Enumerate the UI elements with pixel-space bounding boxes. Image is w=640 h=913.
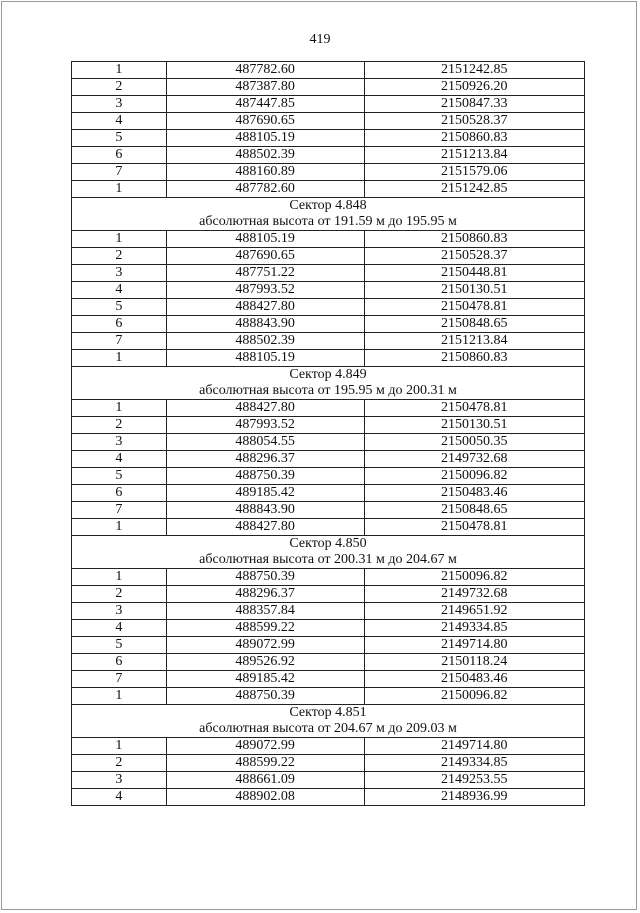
y-coordinate-cell: 2150847.33 [364,96,584,113]
y-coordinate-cell: 2149253.55 [364,772,584,789]
x-coordinate-cell: 487690.65 [166,248,364,265]
point-number-cell: 5 [72,637,167,654]
x-coordinate-cell: 487447.85 [166,96,364,113]
table-row [72,755,585,772]
sector-title-row [72,367,585,384]
x-coordinate-cell: 488599.22 [166,755,364,772]
y-coordinate-cell: 2149732.68 [364,451,584,468]
y-coordinate-cell: 2150478.81 [364,299,584,316]
coordinates-table [71,61,585,806]
y-coordinate-cell: 2150096.82 [364,468,584,485]
table-row [72,113,585,130]
point-number-cell: 6 [72,147,167,164]
table-row [72,164,585,181]
x-coordinate-cell: 489072.99 [166,637,364,654]
x-coordinate-cell: 488160.89 [166,164,364,181]
x-coordinate-cell: 487751.22 [166,265,364,282]
y-coordinate-cell: 2150848.65 [364,316,584,333]
table-row [72,620,585,637]
table-row [72,603,585,620]
y-coordinate-cell: 2150478.81 [364,400,584,417]
point-number-cell: 3 [72,603,167,620]
y-coordinate-cell: 2150528.37 [364,113,584,130]
sector-height-row [72,214,585,231]
table-row [72,130,585,147]
table-row [72,519,585,536]
y-coordinate-cell: 2151213.84 [364,333,584,350]
y-coordinate-cell: 2150130.51 [364,417,584,434]
table-row [72,434,585,451]
table-row [72,62,585,79]
point-number-cell: 2 [72,755,167,772]
x-coordinate-cell: 488105.19 [166,231,364,248]
point-number-cell: 4 [72,113,167,130]
point-number-cell: 1 [72,62,167,79]
table-row [72,468,585,485]
point-number-cell: 2 [72,586,167,603]
y-coordinate-cell: 2150483.46 [364,485,584,502]
point-number-cell: 2 [72,248,167,265]
x-coordinate-cell: 488502.39 [166,333,364,350]
x-coordinate-cell: 488427.80 [166,400,364,417]
table-row [72,265,585,282]
x-coordinate-cell: 489185.42 [166,671,364,688]
y-coordinate-cell: 2150860.83 [364,130,584,147]
x-coordinate-cell: 487387.80 [166,79,364,96]
table-row [72,417,585,434]
table-row [72,400,585,417]
x-coordinate-cell: 488661.09 [166,772,364,789]
y-coordinate-cell: 2150050.35 [364,434,584,451]
y-coordinate-cell: 2151242.85 [364,62,584,79]
table-row [72,316,585,333]
sector-title-row [72,536,585,553]
y-coordinate-cell: 2150118.24 [364,654,584,671]
sector-height-row [72,383,585,400]
point-number-cell: 1 [72,738,167,755]
y-coordinate-cell: 2150848.65 [364,502,584,519]
x-coordinate-cell: 489185.42 [166,485,364,502]
x-coordinate-cell: 489072.99 [166,738,364,755]
table-row [72,569,585,586]
y-coordinate-cell: 2150096.82 [364,569,584,586]
point-number-cell: 1 [72,519,167,536]
x-coordinate-cell: 487782.60 [166,62,364,79]
point-number-cell: 2 [72,79,167,96]
table-row [72,688,585,705]
y-coordinate-cell: 2150528.37 [364,248,584,265]
y-coordinate-cell: 2150483.46 [364,671,584,688]
point-number-cell: 3 [72,434,167,451]
point-number-cell: 1 [72,350,167,367]
sector-height-row [72,721,585,738]
point-number-cell: 1 [72,688,167,705]
point-number-cell: 6 [72,654,167,671]
y-coordinate-cell: 2150860.83 [364,350,584,367]
x-coordinate-cell: 488427.80 [166,519,364,536]
table-row [72,333,585,350]
y-coordinate-cell: 2149714.80 [364,738,584,755]
y-coordinate-cell: 2149651.92 [364,603,584,620]
point-number-cell: 5 [72,468,167,485]
x-coordinate-cell: 487993.52 [166,417,364,434]
y-coordinate-cell: 2149714.80 [364,637,584,654]
x-coordinate-cell: 488054.55 [166,434,364,451]
y-coordinate-cell: 2151242.85 [364,181,584,198]
sector-height: абсолютная высота от 200.31 м до 204.67 м [72,552,585,569]
table-row [72,248,585,265]
x-coordinate-cell: 488296.37 [166,451,364,468]
point-number-cell: 4 [72,451,167,468]
point-number-cell: 5 [72,299,167,316]
table-row [72,654,585,671]
point-number-cell: 1 [72,181,167,198]
table-row [72,96,585,113]
y-coordinate-cell: 2149732.68 [364,586,584,603]
table-row [72,789,585,806]
point-number-cell: 1 [72,569,167,586]
x-coordinate-cell: 488296.37 [166,586,364,603]
point-number-cell: 7 [72,671,167,688]
x-coordinate-cell: 488427.80 [166,299,364,316]
x-coordinate-cell: 488843.90 [166,502,364,519]
x-coordinate-cell: 488105.19 [166,130,364,147]
point-number-cell: 6 [72,316,167,333]
sector-title: Сектор 4.851 [72,705,585,722]
table-row [72,738,585,755]
point-number-cell: 7 [72,333,167,350]
y-coordinate-cell: 2151213.84 [364,147,584,164]
y-coordinate-cell: 2151579.06 [364,164,584,181]
y-coordinate-cell: 2150096.82 [364,688,584,705]
sector-title: Сектор 4.848 [72,198,585,215]
sector-title: Сектор 4.849 [72,367,585,384]
point-number-cell: 3 [72,96,167,113]
sector-title-row [72,198,585,215]
x-coordinate-cell: 487690.65 [166,113,364,130]
table-row [72,181,585,198]
coordinates-table-body [72,62,585,806]
point-number-cell: 3 [72,265,167,282]
point-number-cell: 4 [72,282,167,299]
y-coordinate-cell: 2148936.99 [364,789,584,806]
point-number-cell: 7 [72,502,167,519]
table-row [72,502,585,519]
table-row [72,637,585,654]
table-row [72,282,585,299]
y-coordinate-cell: 2150860.83 [364,231,584,248]
page-number: 419 [309,32,331,47]
x-coordinate-cell: 488902.08 [166,789,364,806]
y-coordinate-cell: 2150478.81 [364,519,584,536]
table-row [72,299,585,316]
point-number-cell: 3 [72,772,167,789]
x-coordinate-cell: 488502.39 [166,147,364,164]
point-number-cell: 4 [72,789,167,806]
sector-height: абсолютная высота от 191.59 м до 195.95 м [72,214,585,231]
point-number-cell: 1 [72,400,167,417]
y-coordinate-cell: 2149334.85 [364,620,584,637]
x-coordinate-cell: 488750.39 [166,569,364,586]
table-row [72,79,585,96]
point-number-cell: 2 [72,417,167,434]
table-row [72,586,585,603]
x-coordinate-cell: 488105.19 [166,350,364,367]
x-coordinate-cell: 489526.92 [166,654,364,671]
x-coordinate-cell: 488843.90 [166,316,364,333]
x-coordinate-cell: 488357.84 [166,603,364,620]
table-row [72,485,585,502]
y-coordinate-cell: 2150130.51 [364,282,584,299]
x-coordinate-cell: 488750.39 [166,468,364,485]
sector-height: абсолютная высота от 204.67 м до 209.03 м [72,721,585,738]
y-coordinate-cell: 2150448.81 [364,265,584,282]
sector-height-row [72,552,585,569]
point-number-cell: 7 [72,164,167,181]
x-coordinate-cell: 487782.60 [166,181,364,198]
table-row [72,350,585,367]
table-row [72,671,585,688]
sector-title-row [72,705,585,722]
y-coordinate-cell: 2149334.85 [364,755,584,772]
sector-title: Сектор 4.850 [72,536,585,553]
table-row [72,451,585,468]
table-row [72,231,585,248]
table-row [72,772,585,789]
sector-height: абсолютная высота от 195.95 м до 200.31 м [72,383,585,400]
x-coordinate-cell: 488750.39 [166,688,364,705]
point-number-cell: 5 [72,130,167,147]
x-coordinate-cell: 488599.22 [166,620,364,637]
point-number-cell: 4 [72,620,167,637]
x-coordinate-cell: 487993.52 [166,282,364,299]
y-coordinate-cell: 2150926.20 [364,79,584,96]
table-row [72,147,585,164]
point-number-cell: 1 [72,231,167,248]
point-number-cell: 6 [72,485,167,502]
